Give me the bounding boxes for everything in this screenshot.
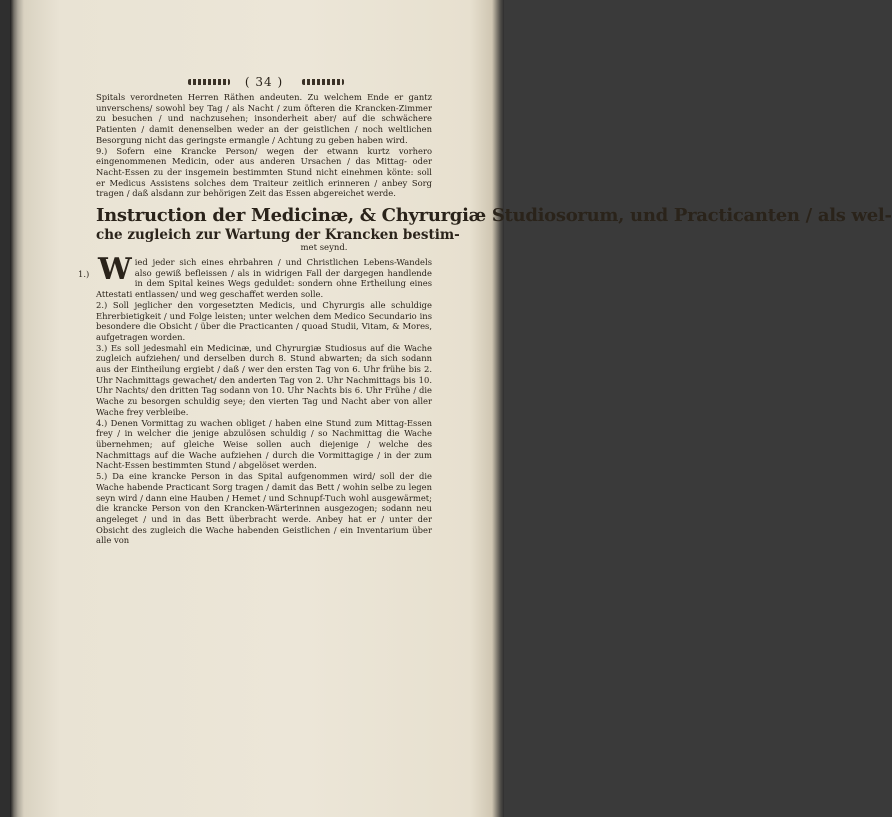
instruction-items [78,252,432,546]
item-3: 3.) Es soll jedesmahl ein Medicinæ, und Chyrurgiæ Studiosus auf die Wache zugleich aufziehen/ und derselben durch 8. Stund abwarten; da sich sodann aus der Eintheilung ergiebt / daß / wer den ersten Tag von 6. Uhr frühe bis 2. Uhr Nachmittags gewachet/ den anderten Tag von 2. Uhr Nachmittags bis 10. Uhr Nachts/ den dritten Tag sodann von 10. Uhr Nachts bis 6. Uhr Frühe / die Wache zu besorgen schuldig seye; den vierten Tag und Nacht aber von aller Wache frey verbleibe. [96,342,432,417]
item-1-number: 1.) [78,269,90,280]
item-1 [78,252,432,300]
paragraph-continuation: Spitals verordneten Herren Räthen andeuten. Zu welchem Ende er gantz unverschens/ sowohl bey Tag / als Nacht / zum öfteren die Krancken-Zimmer zu besuchen / und nachzusehen; insonderheit aber/ auf die schwächere Patienten / damit denenselben weder an der geistlichen / noch weltlichen Besorgung nicht das geringste ermangle / Achtung zu geben haben wird. [96,92,432,145]
page-number: ( 34 ) [244,75,284,89]
continued-text [96,92,432,199]
section-heading-line-2: che zugleich zur Wartung der Krancken bestim- [96,227,460,244]
item-1-text: ied jeder sich eines ehrbahren / und Christlichen Lebens-Wandels also gewiß befleissen / als in widrigen Fall der dargegen handlende in dem Spital keines Wegs geduldet: sondern ohne Ertheilung eines Attestati entlassen/ und weg geschaffet werden solle. [96,257,432,300]
item-2: 2.) Soll jeglicher den vorgesetzten Medicis, und Chyrurgis alle schuldige Ehrerbietigkeit / und Folge leisten; unter welchen dem Medico Secundario ins besondere die Obsicht / über die Practicanten / quoad Studii, Vitam, & Mores, aufgetragen worden. [96,299,432,342]
header-ornament-left-icon [188,79,230,85]
page-header [96,72,432,92]
header-ornament-right-icon [302,79,344,85]
section-heading [96,205,892,254]
section-heading-line-3: met seynd. [300,243,348,254]
item-4: 4.) Denen Vormittag zu wachen obliget / haben eine Stund zum Mittag-Essen frey / in welcher die jenige abzulösen schuldig / so Nachmittag die Wache übernehmen; auf gleiche Weise sollen auch diejenige / welche des Nachmittags auf die Wache aufziehen / durch die Vormittagige / in der zum Nacht-Essen bestimmten Stund / abgelöset werden. [96,417,432,471]
drop-cap: W [98,252,132,288]
item-5: 5.) Da eine krancke Person in das Spital aufgenommen wird/ soll der die Wache habende Practicant Sorg tragen / damit das Bett / wohin selbe zu legen seyn wird / dann eine Hauben / Hemet / und Schnupf-Tuch wohl ausgewärmet; die krancke Person von den Krancken-Wärterinnen ausgezogen; sodann neu angeleget / und in das Bett überbracht werde. Anbey hat er / unter der Obsicht des zugleich die Wache habenden Geistlichen / ein Inventarium über alle von [96,471,432,546]
paragraph-9: 9.) Sofern eine Krancke Person/ wegen der etwann kurtz vorhero eingenommenen Medicin, oder aus anderen Ursachen / das Mittag- oder Nacht-Essen zu der insgemein bestimmten Stund nicht einehmen könte: soll er Medicus Assistens solches dem Traiteur zeitlich erinneren / anbey Sorg tragen / daß alsdann zur behörigen Zeit das Essen abgereichet werde. [96,145,432,199]
binding-shadow [10,0,18,817]
page-content [78,72,892,546]
section-heading-line-1: Instruction der Medicinæ, & Chyrurgiæ Studiosorum, und Practicanten / als wel- [96,205,892,227]
